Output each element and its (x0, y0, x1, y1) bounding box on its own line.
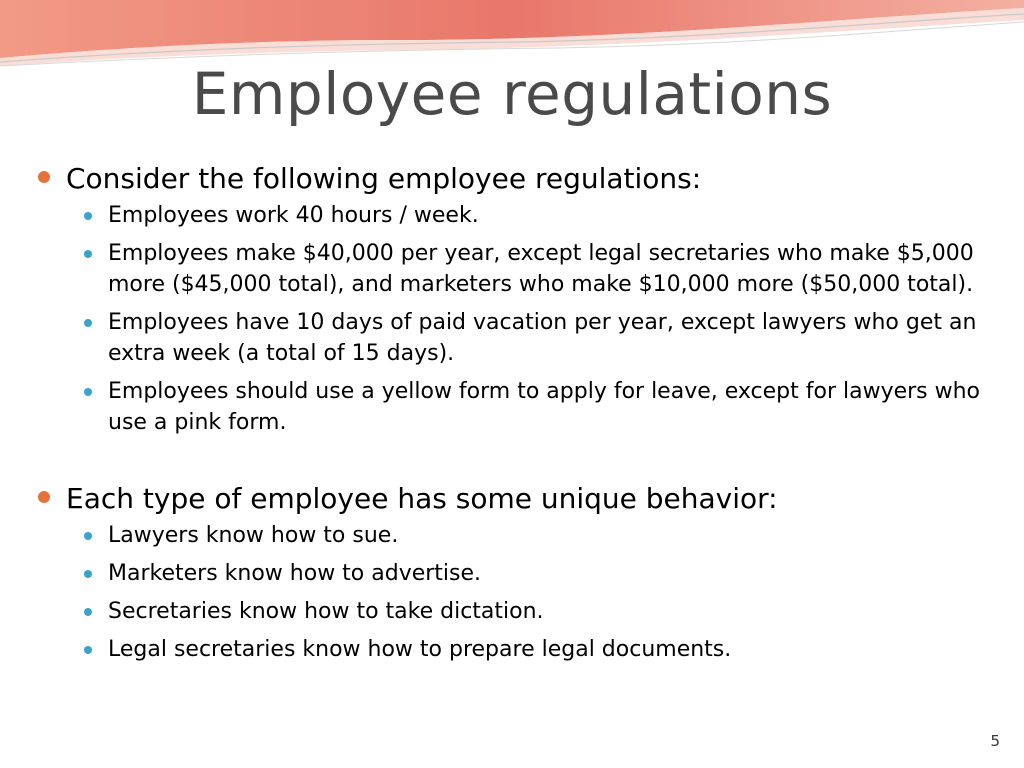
list-item-text: Employees should use a yellow form to apply for leave, except for lawyers who use a pink form. (108, 379, 981, 435)
behavior-list (34, 520, 994, 665)
list-item (34, 520, 994, 551)
orange-bullet-icon (38, 171, 50, 183)
section-spacer (34, 445, 994, 480)
section-heading: Each type of employee has some unique behavior: (66, 482, 778, 515)
slide-body (34, 160, 994, 672)
regulations-list (34, 200, 994, 438)
list-item-text: Marketers know how to advertise. (108, 561, 482, 586)
slide-title: Employee regulations (191, 60, 833, 128)
list-item-text: Legal secretaries know how to prepare legal documents. (108, 637, 732, 662)
blue-bullet-icon (84, 570, 92, 578)
list-item (34, 200, 994, 231)
list-item-text: Lawyers know how to sue. (108, 523, 399, 548)
blue-bullet-icon (84, 388, 92, 396)
orange-bullet-icon (38, 491, 50, 503)
list-item (34, 558, 994, 589)
blue-bullet-icon (84, 212, 92, 220)
blue-bullet-icon (84, 319, 92, 327)
blue-bullet-icon (84, 532, 92, 540)
bullet-level1-regulations (34, 160, 994, 198)
section-heading: Consider the following employee regulations: (66, 162, 702, 195)
bullet-level1-behavior (34, 480, 994, 518)
blue-bullet-icon (84, 250, 92, 258)
blue-bullet-icon (84, 608, 92, 616)
list-item (34, 307, 994, 369)
list-item (34, 596, 994, 627)
list-item (34, 634, 994, 665)
list-item (34, 238, 994, 300)
list-item-text: Employees have 10 days of paid vacation per year, except lawyers who get an extra week (a total of 15 days). (108, 310, 977, 366)
page-number: 5 (990, 732, 1000, 750)
list-item-text: Employees work 40 hours / week. (108, 203, 479, 228)
list-item-text: Employees make $40,000 per year, except legal secretaries who make $5,000 more ($45,000 total), and marketers who make $10,000 more ($50,000 total). (108, 241, 974, 297)
list-item-text: Secretaries know how to take dictation. (108, 599, 544, 624)
list-item (34, 376, 994, 438)
blue-bullet-icon (84, 646, 92, 654)
